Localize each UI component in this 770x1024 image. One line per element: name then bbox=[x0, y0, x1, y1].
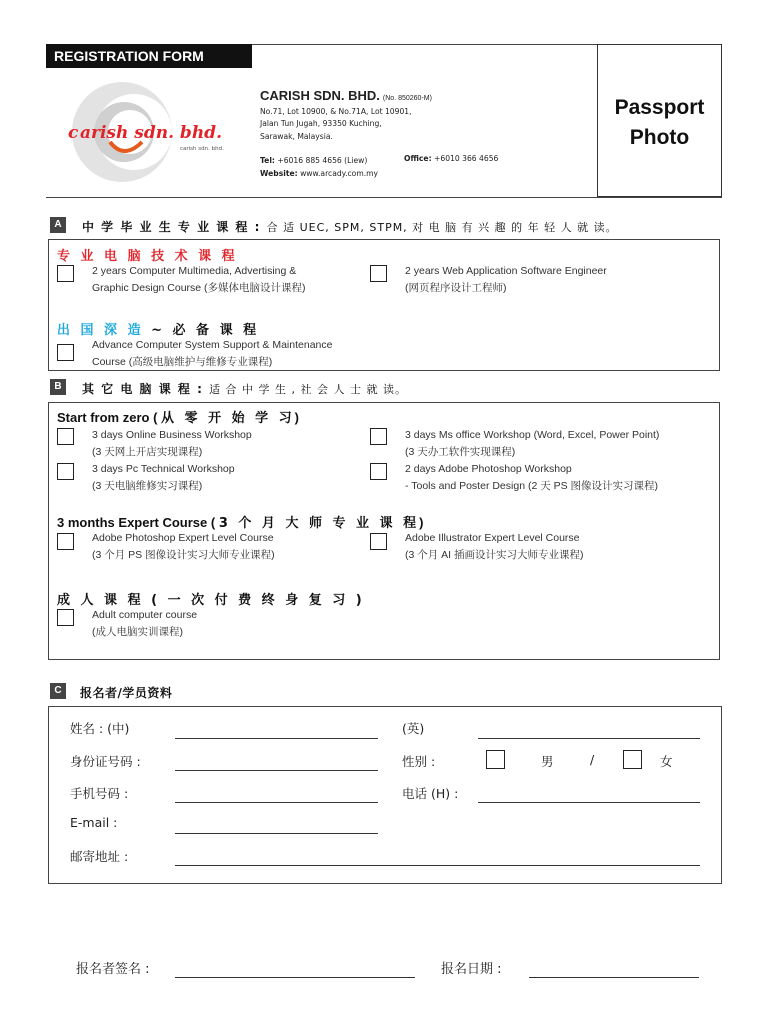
adult-course-checkbox[interactable] bbox=[57, 609, 74, 626]
workshop2-checkbox[interactable] bbox=[370, 428, 387, 445]
workshop4-checkbox[interactable] bbox=[370, 463, 387, 480]
section-c-heading: 报名者/学员资料 bbox=[80, 686, 173, 700]
logo-c: c bbox=[68, 123, 79, 143]
company-address: No.71, Lot 10900, & No.71A, Lot 10901, Jalan Tun Jugah, 93350 Kuching, Sarawak, Malaysia. bbox=[260, 107, 412, 141]
phone-label: 电话 (H) : bbox=[402, 786, 459, 801]
start-from-zero-title: Start from zero ( 从 零 开 始 学 习) bbox=[57, 410, 300, 426]
adult-course-title: 成 人 课 程 ( 一 次 付 费 终 身 复 习 ) bbox=[57, 593, 365, 608]
form-title: REGISTRATION FORM bbox=[46, 44, 252, 68]
expert1-checkbox[interactable] bbox=[57, 533, 74, 550]
address-label: 邮寄地址 : bbox=[70, 849, 129, 864]
ic-field[interactable] bbox=[175, 770, 378, 771]
gender-separator: / bbox=[590, 752, 595, 767]
expert-course-title: 3 months Expert Course ( 3 个 月 大 师 专 业 课 程) bbox=[57, 515, 424, 531]
logo-small-text: carish sdn. bhd. bbox=[180, 146, 224, 152]
section-a-tag: A bbox=[50, 217, 66, 233]
header-bottom-rule bbox=[46, 197, 722, 198]
workshop3-label: 3 days Pc Technical Workshop (3 天电脑维修实习课程) bbox=[92, 463, 235, 492]
ic-label: 身份证号码 : bbox=[70, 754, 141, 769]
course1-label: 2 years Computer Multimedia, Advertising & Graphic Design Course (多媒体电脑设计课程) bbox=[92, 265, 306, 294]
gender-label: 性别 : bbox=[402, 754, 436, 769]
workshop1-checkbox[interactable] bbox=[57, 428, 74, 445]
signature-field[interactable] bbox=[175, 977, 415, 978]
female-label: 女 bbox=[660, 754, 673, 769]
course2-checkbox[interactable] bbox=[370, 265, 387, 282]
course3-checkbox[interactable] bbox=[57, 344, 74, 361]
professional-course-title: 专 业 电 脑 技 术 课 程 bbox=[57, 249, 238, 264]
section-a-heading: 中 学 毕 业 生 专 业 课 程 : 合 适 UEC, SPM, STPM, 对 电 脑 有 兴 趣 的 年 轻 人 就 读。 bbox=[82, 220, 618, 234]
section-b-heading: 其 它 电 脑 课 程 : 适 合 中 学 生 , 社 会 人 士 就 读。 bbox=[82, 382, 408, 396]
section-c-tag: C bbox=[50, 683, 66, 699]
company-reg: (No. 850260-M) bbox=[382, 95, 432, 102]
passport-photo-box: Passport Photo bbox=[597, 44, 722, 197]
study-abroad-title: 出 国 深 造 ~ 必 备 课 程 bbox=[57, 323, 260, 338]
female-checkbox[interactable] bbox=[623, 750, 642, 769]
male-checkbox[interactable] bbox=[486, 750, 505, 769]
course2-label: 2 years Web Application Software Engineer (网页程序设计工程师) bbox=[405, 265, 607, 294]
course3-label: Advance Computer System Support & Maintenance Course (高级电脑维护与维修专业课程) bbox=[92, 339, 333, 368]
name-en-label: (英) bbox=[402, 721, 425, 736]
address-field[interactable] bbox=[175, 865, 700, 866]
phone-field[interactable] bbox=[478, 802, 700, 803]
logo-text: arish sdn. bhd. bbox=[80, 123, 222, 143]
company-name: CARISH SDN. BHD. (No. 850260-M) bbox=[260, 88, 432, 103]
expert2-checkbox[interactable] bbox=[370, 533, 387, 550]
name-en-field[interactable] bbox=[478, 738, 700, 739]
adult-course-label: Adult computer course (成人电脑实训课程) bbox=[92, 609, 198, 638]
email-label: E-mail : bbox=[70, 815, 118, 830]
workshop4-label: 2 days Adobe Photoshop Workshop - Tools and Poster Design (2 天 PS 图像设计实习课程) bbox=[405, 463, 659, 492]
email-field[interactable] bbox=[175, 833, 378, 834]
male-label: 男 bbox=[541, 754, 554, 769]
expert1-label: Adobe Photoshop Expert Level Course (3 个月 PS 图像设计实习大师专业课程) bbox=[92, 532, 275, 561]
mobile-field[interactable] bbox=[175, 802, 378, 803]
name-cn-field[interactable] bbox=[175, 738, 378, 739]
signature-label: 报名者签名 : bbox=[76, 962, 150, 977]
workshop3-checkbox[interactable] bbox=[57, 463, 74, 480]
date-label: 报名日期 : bbox=[441, 962, 502, 977]
header-top-rule bbox=[252, 44, 597, 45]
date-field[interactable] bbox=[529, 977, 699, 978]
company-office: Office: +6010 366 4656 bbox=[404, 154, 499, 163]
section-c-box bbox=[48, 706, 722, 884]
name-cn-label: 姓名 : (中) bbox=[70, 721, 130, 736]
company-contact: Tel: +6016 885 4656 (Liew) Website: www.arcady.com.my bbox=[260, 156, 379, 178]
section-b-tag: B bbox=[50, 379, 66, 395]
workshop1-label: 3 days Online Business Workshop (3 天网上开店实现课程) bbox=[92, 429, 252, 458]
expert2-label: Adobe Illustrator Expert Level Course (3 个月 AI 插画设计实习大师专业课程) bbox=[405, 532, 584, 561]
course1-checkbox[interactable] bbox=[57, 265, 74, 282]
mobile-label: 手机号码 : bbox=[70, 786, 129, 801]
workshop2-label: 3 days Ms office Workshop (Word, Excel, Power Point) (3 天办工软件实现课程) bbox=[405, 429, 660, 458]
company-logo bbox=[62, 80, 242, 184]
